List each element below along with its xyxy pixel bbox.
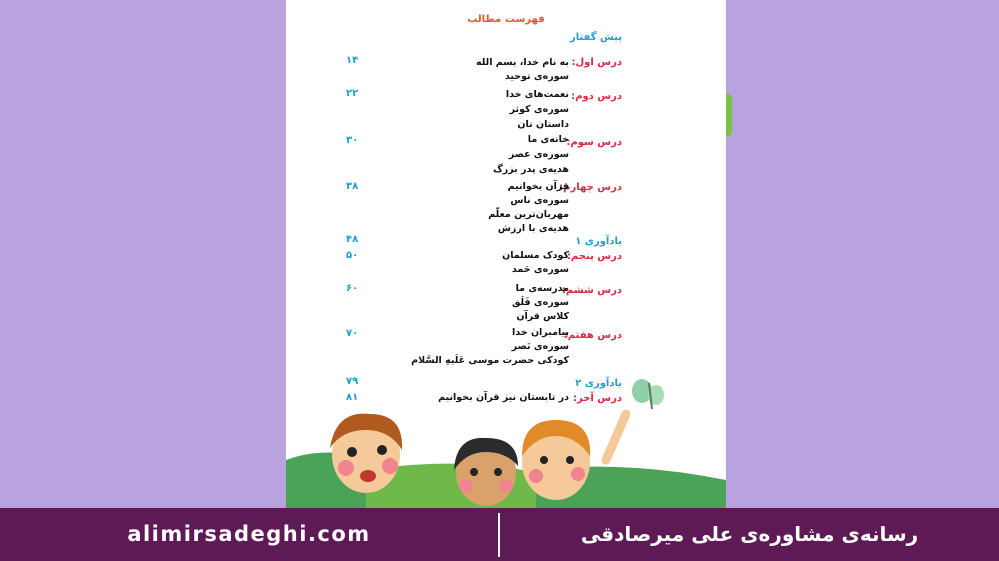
lesson-1-page: ۱۴: [346, 55, 359, 66]
lesson-6-page: ۶۰: [346, 283, 359, 294]
lesson-6-topic-3: کلاس قرآن: [516, 311, 569, 322]
lesson-5-label: درس پنجم:: [566, 251, 622, 262]
lesson-5-topic-2: سوره‌ی حَمد: [511, 264, 569, 275]
lesson-4-topic-1: قرآن بخوانیم: [507, 181, 569, 192]
review-2-label: یادآوری ۲: [575, 378, 622, 389]
lesson-2-label: درس دوم:: [571, 91, 622, 102]
lesson-7-topic-3: کودکی حضرت موسی عَلَیهِ السَّلام: [411, 355, 569, 366]
lesson-3-label: درس سوم:: [566, 137, 622, 148]
lesson-4-topic-2: سوره‌ی ناس: [510, 195, 569, 206]
lesson-3-topic-2: سوره‌ی عصر: [508, 149, 569, 160]
lesson-2-topic-1: نعمت‌های خدا: [505, 89, 569, 100]
review-2-page: ۷۹: [346, 376, 359, 387]
lesson-6-topic-2: سوره‌ی فَلَق: [511, 297, 569, 308]
lesson-last-label: درس آخر:: [572, 393, 622, 404]
lesson-last-topic-1: در تابستان نیز قرآن بخوانیم: [438, 392, 569, 403]
website-url[interactable]: alimirsadeghi.com: [127, 522, 371, 546]
children-illustration: [286, 400, 726, 510]
lesson-3-topic-3: هدیه‌ی پدر بزرگ: [493, 164, 569, 175]
lesson-1-topic-1: به نام خدا، بسم الله: [475, 57, 569, 68]
book-page: [286, 0, 726, 510]
lesson-3-topic-1: خانه‌ی ما: [527, 134, 569, 145]
lesson-6-label: درس ششم:: [561, 285, 622, 296]
lesson-3-page: ۳۰: [346, 135, 359, 146]
lesson-6-topic-1: مدرسه‌ی ما: [515, 283, 569, 294]
review-1-page: ۴۸: [346, 234, 359, 245]
lesson-7-label: درس هفتم:: [563, 330, 622, 341]
lesson-last-page: ۸۱: [346, 392, 359, 403]
lesson-2-topic-2: سوره‌ی کوثر: [509, 104, 569, 115]
lesson-7-topic-1: پیامبران خدا: [512, 327, 569, 338]
review-1-label: یادآوری ۱: [575, 236, 622, 247]
lesson-4-topic-4: هدیه‌ی با ارزش: [497, 223, 569, 234]
lesson-2-topic-3: داستان نان: [517, 119, 569, 130]
toc-title: فهرست مطالب: [467, 14, 545, 25]
brand-name: رسانه‌ی مشاوره‌ی علی میرصادقی: [580, 522, 919, 546]
lesson-4-page: ۳۸: [346, 181, 359, 192]
lesson-5-page: ۵۰: [346, 250, 359, 261]
lesson-2-page: ۲۲: [346, 88, 359, 99]
lesson-1-label: درس اول:: [571, 57, 622, 68]
lesson-4-label: درس چهارم:: [559, 182, 622, 193]
lesson-1-topic-2: سوره‌ی توحید: [504, 71, 569, 82]
lesson-5-topic-1: کودک مسلمان: [502, 250, 569, 261]
lesson-4-topic-3: مهربان‌ترین معلّم: [488, 209, 569, 220]
preface-label: پیش گفتار: [569, 32, 622, 43]
lesson-7-page: ۷۰: [346, 328, 359, 339]
lesson-7-topic-2: سوره‌ی نَصر: [511, 341, 569, 352]
